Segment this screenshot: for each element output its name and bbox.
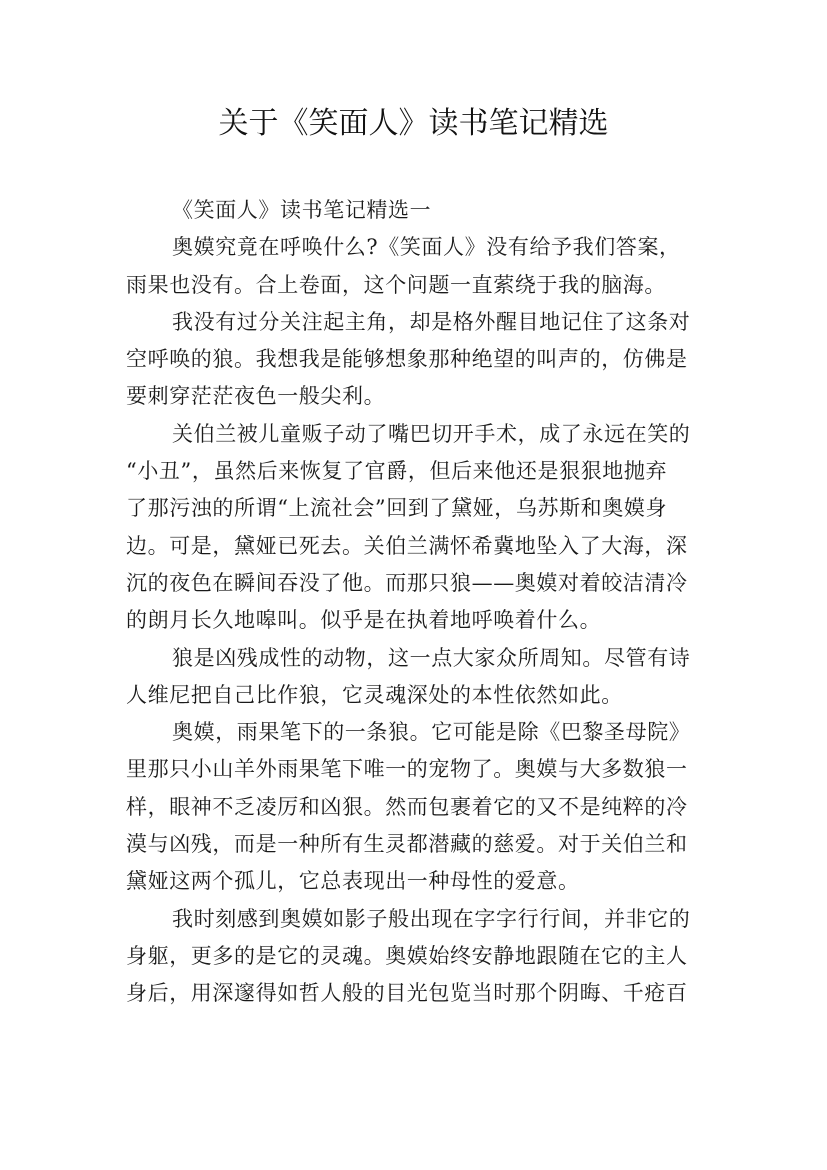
- text-line: 了那污浊的所谓“上流社会”回到了黛娅，乌苏斯和奥嫫身: [126, 496, 668, 521]
- document-title: 关于《笑面人》读书笔记精选: [218, 106, 609, 141]
- text-line: 空呼唤的狼。我想我是能够想象那种绝望的叫声的，仿佛是: [126, 347, 688, 372]
- text-line: 身后，用深邃得如哲人般的目光包览当时那个阴晦、千疮百: [126, 981, 688, 1006]
- text-line: 狼是凶残成性的动物，这一点大家众所周知。尽管有诗: [172, 645, 691, 670]
- text-line: “小丑”，虽然后来恢复了官爵，但后来他还是狠狠地抛弃: [126, 459, 668, 484]
- document-body: [126, 192, 710, 1013]
- text-line: 我时刻感到奥嫫如影子般出现在字字行行间，并非它的: [172, 906, 691, 931]
- text-line: 关伯兰被儿童贩子动了嘴巴切开手术，成了永远在笑的: [172, 421, 691, 446]
- text-line: 身躯，更多的是它的灵魂。奥嫫始终安静地跟随在它的主人: [126, 943, 688, 968]
- text-line: 漠与凶残，而是一种所有生灵都潜藏的慈爱。对于关伯兰和: [126, 832, 688, 857]
- text-line: 奥嫫，雨果笔下的一条狼。它可能是除《巴黎圣母院》: [172, 720, 691, 745]
- text-line: 的朗月长久地嗥叫。似乎是在执着地呼唤着什么。: [126, 608, 602, 633]
- text-line: 《笑面人》读书笔记精选一: [172, 198, 432, 222]
- text-line: 人维尼把自己比作狼，它灵魂深处的本性依然如此。: [126, 682, 623, 707]
- text-line: 雨果也没有。合上卷面，这个问题一直萦绕于我的脑海。: [126, 272, 666, 297]
- text-line: 沉的夜色在瞬间吞没了他。而那只狼——奥嫫对着皎洁清冷: [126, 570, 688, 595]
- text-line: 样，眼神不乏凌厉和凶狠。然而包裹着它的又不是纯粹的冷: [126, 794, 688, 819]
- text-line: 里那只小山羊外雨果笔下唯一的宠物了。奥嫫与大多数狼一: [126, 757, 688, 782]
- text-line: 我没有过分关注起主角，却是格外醒目地记住了这条对: [172, 309, 691, 334]
- text-line: 奥嫫究竟在呼唤什么?《笑面人》没有给予我们答案，: [172, 235, 681, 260]
- text-line: 要刺穿茫茫夜色一般尖利。: [126, 384, 386, 409]
- text-line: 黛娅这两个孤儿，它总表现出一种母性的爱意。: [126, 869, 580, 894]
- text-line: 边。可是，黛娅已死去。关伯兰满怀希冀地坠入了大海，深: [126, 533, 688, 558]
